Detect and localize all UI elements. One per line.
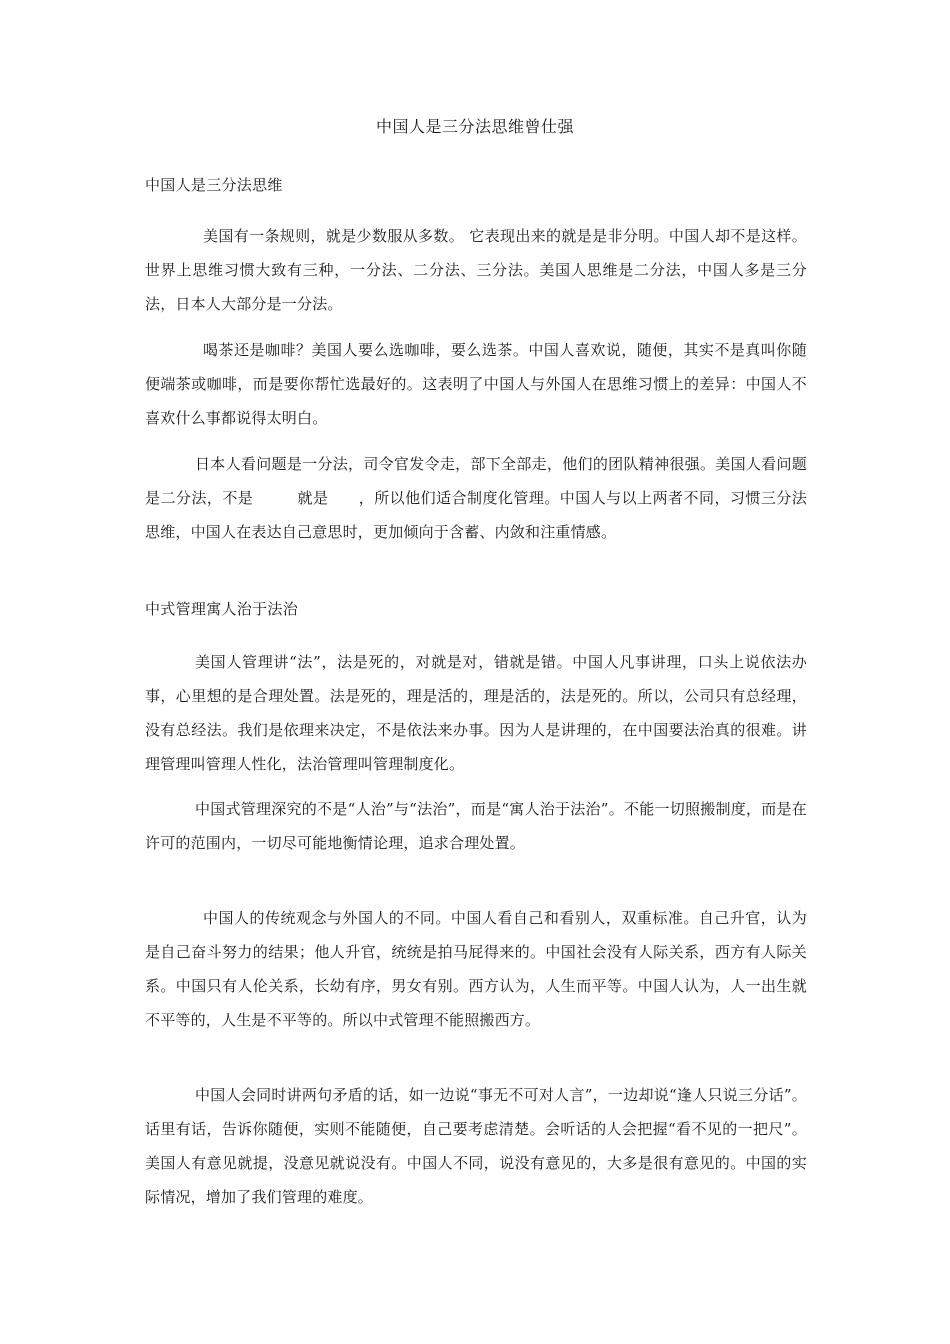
section-heading-2: 中式管理寓人治于法治 <box>145 600 299 618</box>
paragraph-5: 中国式管理深究的不是“人治”与“法治”，而是“寓人治于法治”。不能一切照搬制度，而是在许可的范围内，一切尽可能地衡情论理，追求合理处置。 <box>145 800 807 852</box>
paragraph-7: 中国人会同时讲两句矛盾的话，如一边说“事无不可对人言”，一边却说“逢人只说三分话”。话里有话，告诉你随便，实则不能随便，自己要考虑清楚。会听话的人会把握“看不见的一把尺”。美国人有意见就提，没意见就说没有。中国人不同，说没有意见的，大多是很有意见的。中国的实际情况，增加了我们管理的难度。 <box>145 1086 807 1206</box>
paragraph-6: 中国人的传统观念与外国人的不同。中国人看自己和看别人，双重标准。自己升官，认为是自己奋斗努力的结果；他人升官，统统是拍马屁得来的。中国社会没有人际关系，西方有人际关系。中国只有人伦关系，长幼有序，男女有别。西方认为，人生而平等。中国人认为，人一出生就不平等的，人生是不平等的。所以中式管理不能照搬西方。 <box>145 909 807 1029</box>
paragraph-4: 美国人管理讲“法”，法是死的，对就是对，错就是错。中国人凡事讲理，口头上说依法办事，心里想的是合理处置。法是死的，理是活的，理是活的，法是死的。所以，公司只有总经理，没有总经法。我们是依理来决定，不是依法来办事。因为人是讲理的，在中国要法治真的很难。讲理管理叫管理人性化，法治管理叫管理制度化。 <box>145 653 807 773</box>
document-title: 中国人是三分法思维曾仕强 <box>375 117 574 136</box>
section-heading-1: 中国人是三分法思维 <box>145 176 283 194</box>
paragraph-2: 喝茶还是咖啡？美国人要么选咖啡，要么选茶。中国人喜欢说，随便，其实不是真叫你随便端茶或咖啡，而是要你帮忙选最好的。这表明了中国人与外国人在思维习惯上的差异：中国人不喜欢什么事都说得太明白。 <box>145 341 807 427</box>
paragraph-3-part-3: ，所以他们适合制度化管理。中国人与以上两者不同，习惯三分法思维，中国人在表达自己意思时，更加倾向于含蓄、内敛和注重情感。 <box>145 489 807 541</box>
paragraph-1: 美国有一条规则，就是少数服从多数。 它表现出来的就是是非分明。中国人却不是这样。世界上思维习惯大致有三种，一分法、二分法、三分法。美国人思维是二分法，中国人多是三分法，日本人大部分是一分法。 <box>145 227 807 313</box>
paragraph-3-part-2: 就是 <box>297 489 329 507</box>
paragraph-3-part-1: 日本人看问题是一分法，司令官发令走，部下全部走，他们的团队精神很强。美国人看问题是二分法，不是 <box>145 455 807 507</box>
paragraph-3 <box>145 447 807 549</box>
